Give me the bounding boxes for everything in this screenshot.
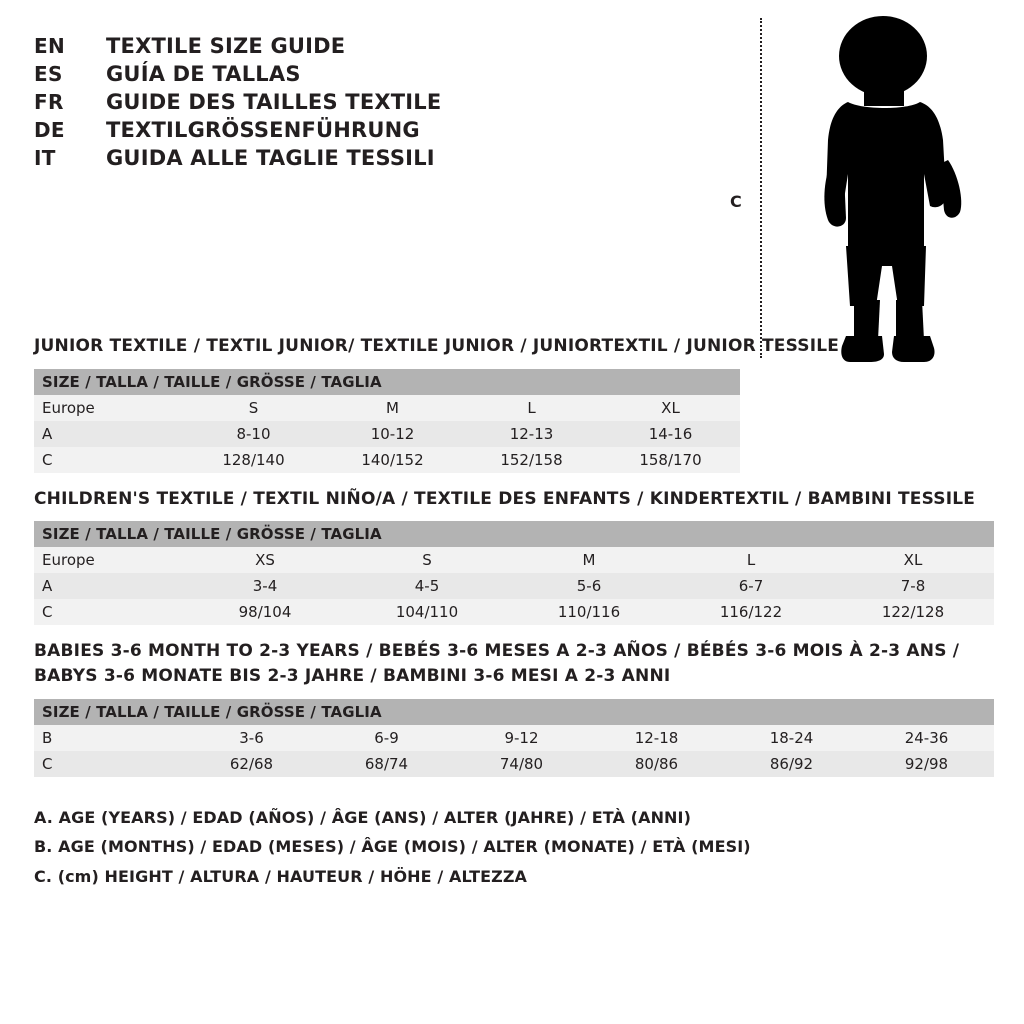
cell: 24-36 [859, 725, 994, 751]
row-label: B [34, 725, 184, 751]
language-title: TEXTILGRÖSSENFÜHRUNG [106, 118, 420, 142]
cell: 12-18 [589, 725, 724, 751]
table-children [34, 521, 994, 625]
row-label: A [34, 421, 184, 447]
cell: 80/86 [589, 751, 724, 777]
legend-item-a: A. AGE (YEARS) / EDAD (AÑOS) / ÂGE (ANS) / ALTER (JAHRE) / ETÀ (ANNI) [34, 807, 692, 827]
cell: XL [601, 395, 740, 421]
cell: 18-24 [724, 725, 859, 751]
height-measure-label: C [730, 192, 742, 211]
cell: 104/110 [346, 599, 508, 625]
cell: M [508, 547, 670, 573]
table-babies [34, 699, 994, 777]
measurement-figure [730, 10, 990, 370]
cell: 62/68 [184, 751, 319, 777]
cell: 122/128 [832, 599, 994, 625]
cell: 98/104 [184, 599, 346, 625]
legend-item-b: B. AGE (MONTHS) / EDAD (MESES) / ÂGE (MOIS) / ALTER (MONATE) / ETÀ (MESI) [34, 837, 751, 857]
table-row [34, 447, 740, 473]
cell: 128/140 [184, 447, 323, 473]
cell: 9-12 [454, 725, 589, 751]
cell: 6-9 [319, 725, 454, 751]
language-code: IT [34, 146, 56, 170]
cell: 158/170 [601, 447, 740, 473]
language-title: TEXTILE SIZE GUIDE [106, 34, 346, 58]
table-row [34, 599, 994, 625]
cell: 110/116 [508, 599, 670, 625]
section-children [34, 487, 994, 626]
cell: 5-6 [508, 573, 670, 599]
section-babies [34, 639, 994, 776]
cell: 6-7 [670, 573, 832, 599]
table-row [34, 421, 740, 447]
section-title-junior: JUNIOR TEXTILE / TEXTIL JUNIOR/ TEXTILE JUNIOR / JUNIORTEXTIL / JUNIOR TESSILE [34, 336, 840, 356]
row-label: Europe [34, 395, 184, 421]
legend-block [34, 803, 994, 892]
table-row [34, 573, 994, 599]
cell: 3-6 [184, 725, 319, 751]
legend-item-c: C. (cm) HEIGHT / ALTURA / HAUTEUR / HÖHE / ALTEZZA [34, 866, 528, 886]
cell: 68/74 [319, 751, 454, 777]
table-size-header: SIZE / TALLA / TAILLE / GRÖSSE / TAGLIA [34, 699, 994, 725]
row-label: C [34, 751, 184, 777]
table-size-header: SIZE / TALLA / TAILLE / GRÖSSE / TAGLIA [34, 369, 740, 395]
cell: M [323, 395, 462, 421]
cell: 86/92 [724, 751, 859, 777]
table-row [34, 547, 994, 573]
table-size-header: SIZE / TALLA / TAILLE / GRÖSSE / TAGLIA [34, 521, 994, 547]
cell: 92/98 [859, 751, 994, 777]
language-title: GUÍA DE TALLAS [106, 62, 301, 86]
cell: 8-10 [184, 421, 323, 447]
table-junior [34, 369, 740, 473]
table-row [34, 395, 740, 421]
cell: XL [832, 547, 994, 573]
height-measure-line [760, 18, 762, 358]
cell: L [462, 395, 601, 421]
language-code: DE [34, 118, 65, 142]
cell: 140/152 [323, 447, 462, 473]
section-title-children: CHILDREN'S TEXTILE / TEXTIL NIÑO/A / TEXTILE DES ENFANTS / KINDERTEXTIL / BAMBINI TESSILE [34, 488, 976, 509]
cell: 10-12 [323, 421, 462, 447]
cell: 14-16 [601, 421, 740, 447]
row-label: Europe [34, 547, 184, 573]
cell: 74/80 [454, 751, 589, 777]
cell: 4-5 [346, 573, 508, 599]
row-label: A [34, 573, 184, 599]
cell: 3-4 [184, 573, 346, 599]
cell: S [346, 547, 508, 573]
section-title-babies: BABIES 3-6 MONTH TO 2-3 YEARS / BEBÉS 3-6 MESES A 2-3 AÑOS / BÉBÉS 3-6 MOIS À 2-3 ANS / BABYS 3-6 MONATE BIS 2-3 JAHRE / BAMBINI 3-6 MESI A 2-3 ANNI [34, 641, 960, 686]
cell: 152/158 [462, 447, 601, 473]
language-code: EN [34, 34, 66, 58]
language-code: ES [34, 62, 63, 86]
row-label: C [34, 447, 184, 473]
cell: XS [184, 547, 346, 573]
cell: 12-13 [462, 421, 601, 447]
row-label: C [34, 599, 184, 625]
child-silhouette-icon [786, 14, 986, 368]
language-title: GUIDA ALLE TAGLIE TESSILI [106, 146, 435, 170]
language-code: FR [34, 90, 64, 114]
cell: L [670, 547, 832, 573]
cell: 7-8 [832, 573, 994, 599]
cell: S [184, 395, 323, 421]
language-title: GUIDE DES TAILLES TEXTILE [106, 90, 442, 114]
cell: 116/122 [670, 599, 832, 625]
table-row [34, 725, 994, 751]
table-row [34, 751, 994, 777]
